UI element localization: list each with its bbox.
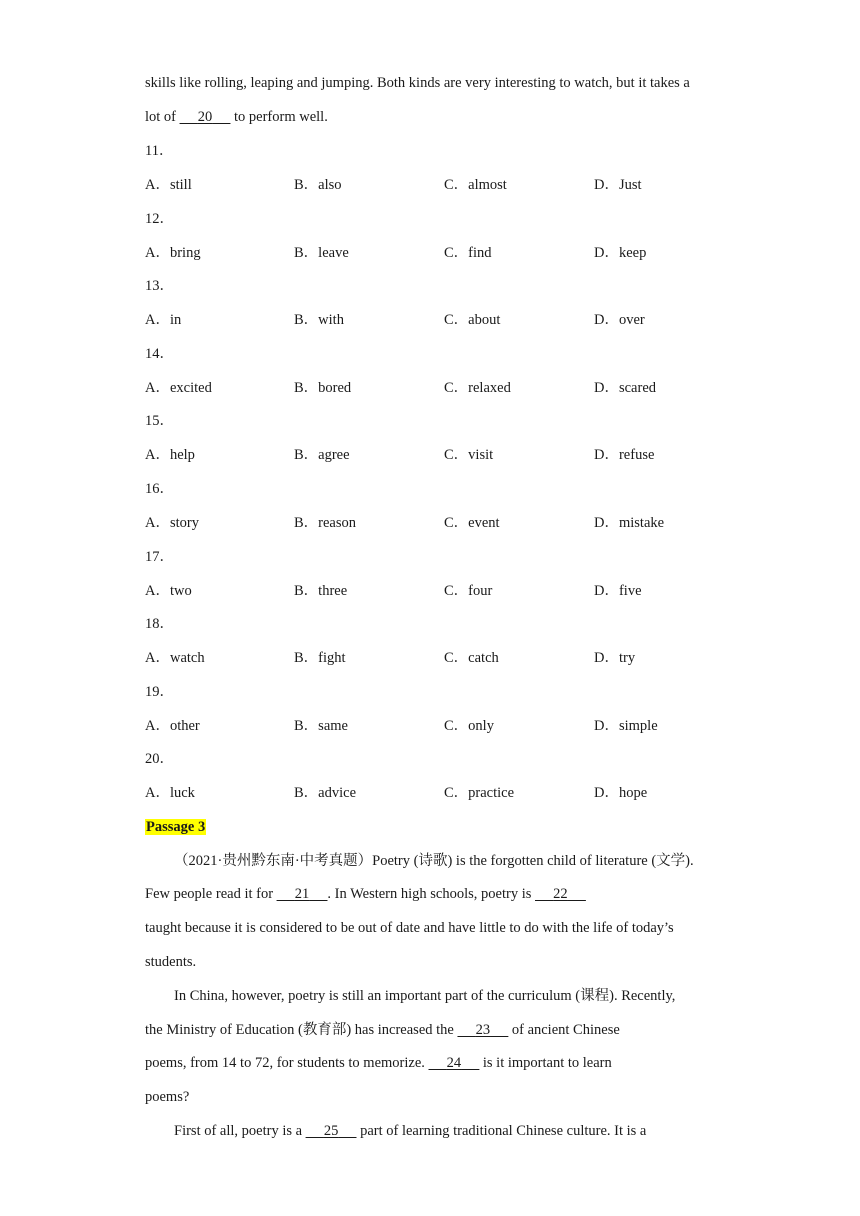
answer-option: D．simple: [594, 718, 658, 734]
answer-option: C．find: [444, 245, 492, 261]
passage3-p1-line-2: Few people read it for 21 . In Western high schools, poetry is 22: [145, 884, 586, 904]
blank-25: 25: [323, 1123, 339, 1139]
passage3-p1-line-1: （2021·贵州黔东南·中考真题）Poetry (诗歌) is the forgotten child of literature (文学).: [174, 853, 694, 869]
answer-option: C．catch: [444, 650, 499, 666]
passage3-p2-line-3: poems, from 14 to 72, for students to memorize. 24 is it important to learn: [145, 1055, 612, 1071]
answer-option: D．Just: [594, 177, 642, 193]
answer-option: A．excited: [145, 380, 212, 396]
answer-option: D．over: [594, 312, 645, 328]
passage2-line-1: skills like rolling, leaping and jumping. Both kinds are very interesting to watch, but it takes a: [145, 75, 690, 91]
blank-23: 23: [475, 1022, 491, 1038]
answer-option: B．leave: [294, 245, 349, 261]
answer-option: B．with: [294, 312, 344, 328]
blank-24: 24: [446, 1055, 462, 1071]
answer-option: D．five: [594, 583, 642, 599]
passage3-p1-line-3: taught because it is considered to be out of date and have little to do with the life of today’s: [145, 920, 674, 936]
answer-option: D．mistake: [594, 515, 665, 531]
answer-option: B．same: [294, 718, 348, 734]
passage2-line-2: lot of 20 to perform well.: [145, 109, 328, 125]
answer-option: C．relaxed: [444, 380, 511, 396]
blank-20: 20: [197, 109, 213, 125]
answer-option: C．event: [444, 515, 500, 531]
passage3-p2-line-2: the Ministry of Education (教育部) has increased the 23 of ancient Chinese: [145, 1022, 620, 1038]
answer-option: B．advice: [294, 785, 357, 801]
question-number: 15．: [145, 413, 174, 429]
question-number: 11．: [145, 143, 174, 159]
question-number: 13．: [145, 278, 174, 294]
question-number: 19．: [145, 684, 174, 700]
answer-option: D．hope: [594, 785, 648, 801]
answer-option: C．almost: [444, 177, 507, 193]
answer-option: C．practice: [444, 785, 515, 801]
question-number: 18．: [145, 616, 174, 632]
answer-option: A．help: [145, 447, 195, 463]
answer-option: A．bring: [145, 245, 201, 261]
answer-option: B．agree: [294, 447, 350, 463]
blank-22: 22: [553, 886, 568, 902]
passage3-p1-line-4: students.: [145, 954, 197, 970]
answer-option: B．fight: [294, 650, 346, 666]
answer-option: A．story: [145, 515, 199, 531]
answer-option: A．watch: [145, 650, 205, 666]
passage3-p2-line-1: In China, however, poetry is still an important part of the curriculum (课程). Recently,: [174, 988, 676, 1004]
answer-option: B．reason: [294, 515, 357, 531]
answer-option: D．keep: [594, 245, 647, 261]
passage3-p3-line-1: First of all, poetry is a 25 part of learning traditional Chinese culture. It is a: [174, 1123, 647, 1139]
answer-option: B．three: [294, 583, 348, 599]
answer-option: D．refuse: [594, 447, 655, 463]
answer-option: A．luck: [145, 785, 195, 801]
question-number: 20．: [145, 751, 174, 767]
answer-option: D．try: [594, 650, 636, 666]
answer-option: A．still: [145, 177, 192, 193]
passage-3-heading: Passage 3: [146, 819, 206, 835]
answer-option: A．other: [145, 718, 200, 734]
answer-option: A．two: [145, 583, 192, 599]
answer-option: A．in: [145, 312, 182, 328]
passage3-p2-line-4: poems?: [145, 1089, 190, 1105]
question-number: 17．: [145, 549, 174, 565]
answer-option: D．scared: [594, 380, 657, 396]
answer-option: C．only: [444, 718, 494, 734]
answer-option: C．about: [444, 312, 501, 328]
answer-option: B．also: [294, 177, 342, 193]
blank-21: 21: [294, 886, 310, 902]
answer-option: C．four: [444, 583, 493, 599]
question-number: 14．: [145, 346, 174, 362]
answer-option: B．bored: [294, 380, 352, 396]
question-number: 16．: [145, 481, 174, 497]
question-number: 12．: [145, 211, 174, 227]
answer-option: C．visit: [444, 447, 494, 463]
